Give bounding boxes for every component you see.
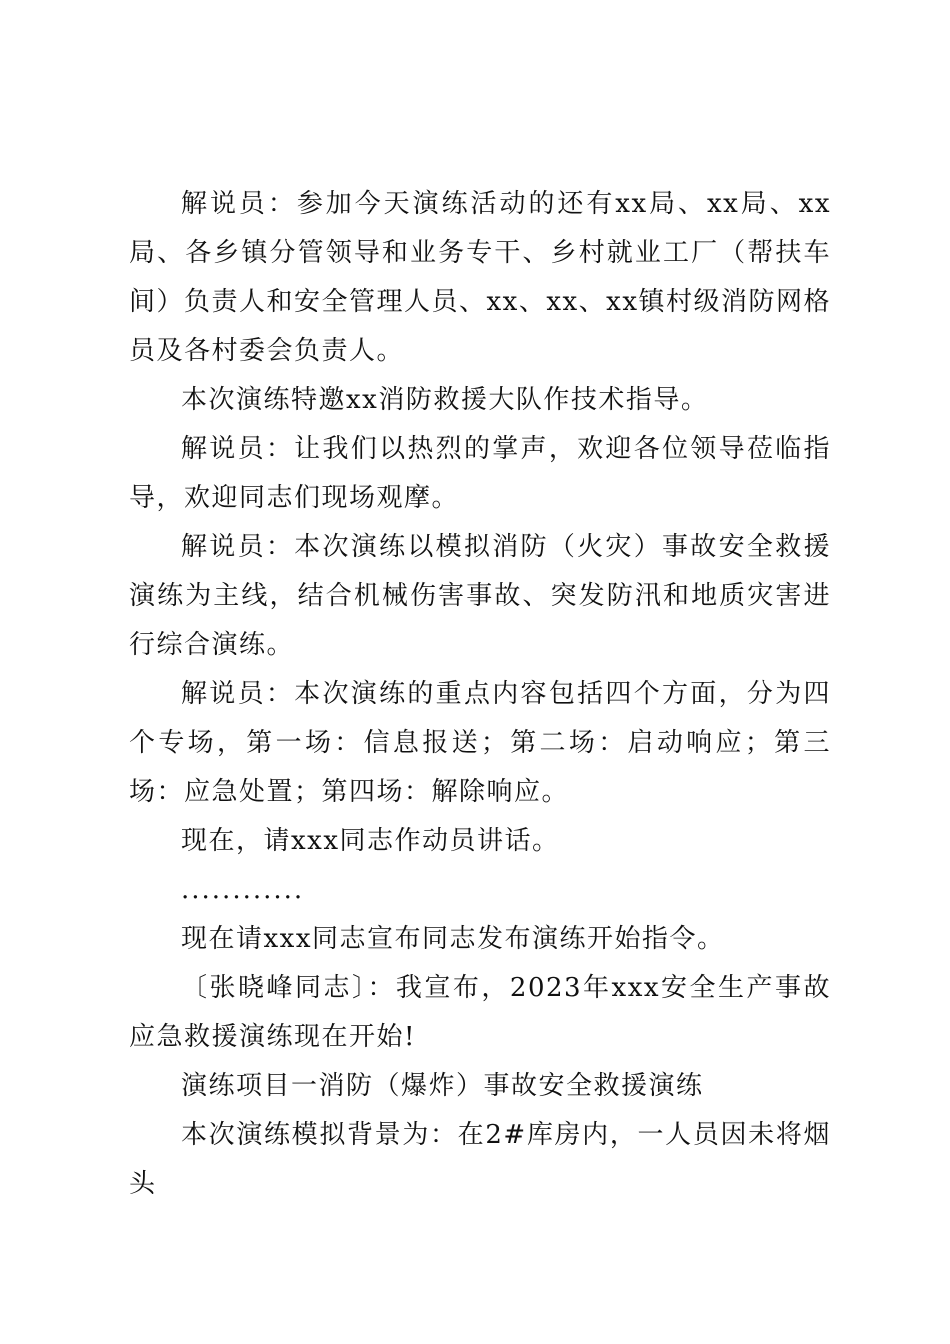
paragraph-ellipsis: ............ — [181, 875, 305, 905]
document-body — [129, 180, 831, 1209]
paragraph-technical-guidance: 本次演练特邀xx消防救援大队作技术指导。 — [181, 385, 709, 415]
paragraph-narrator-attendees: 解说员：参加今天演练活动的还有xx局、xx局、xx局、各乡镇分管领导和业务专干、乡村就业工厂（帮扶车间）负责人和安全管理人员、xx、xx、xx镇村级消防网格员及各村委会负责人。 — [129, 189, 831, 366]
paragraph-start-instruction: 现在请xxx同志宣布同志发布演练开始指令。 — [181, 924, 725, 954]
paragraph-drill-item-title: 演练项目一消防（爆炸）事故安全救援演练 — [181, 1071, 704, 1101]
paragraph-narrator-four-sessions: 解说员：本次演练的重点内容包括四个方面，分为四个专场，第一场：信息报送；第二场：启动响应；第三场：应急处置；第四场：解除响应。 — [129, 679, 831, 807]
paragraph-narrator-drill-theme: 解说员：本次演练以模拟消防（火灾）事故安全救援演练为主线，结合机械伤害事故、突发防汛和地质灾害进行综合演练。 — [129, 532, 831, 660]
paragraph-mobilization-speech: 现在，请xxx同志作动员讲话。 — [181, 826, 560, 856]
paragraph-narrator-welcome: 解说员：让我们以热烈的掌声，欢迎各位领导莅临指导，欢迎同志们现场观摩。 — [129, 434, 831, 513]
paragraph-drill-background: 本次演练模拟背景为：在2#库房内，一人员因未将烟头 — [129, 1120, 831, 1199]
paragraph-drill-announcement: 〔张晓峰同志〕：我宣布，2023年xxx安全生产事故应急救援演练现在开始! — [129, 973, 831, 1052]
